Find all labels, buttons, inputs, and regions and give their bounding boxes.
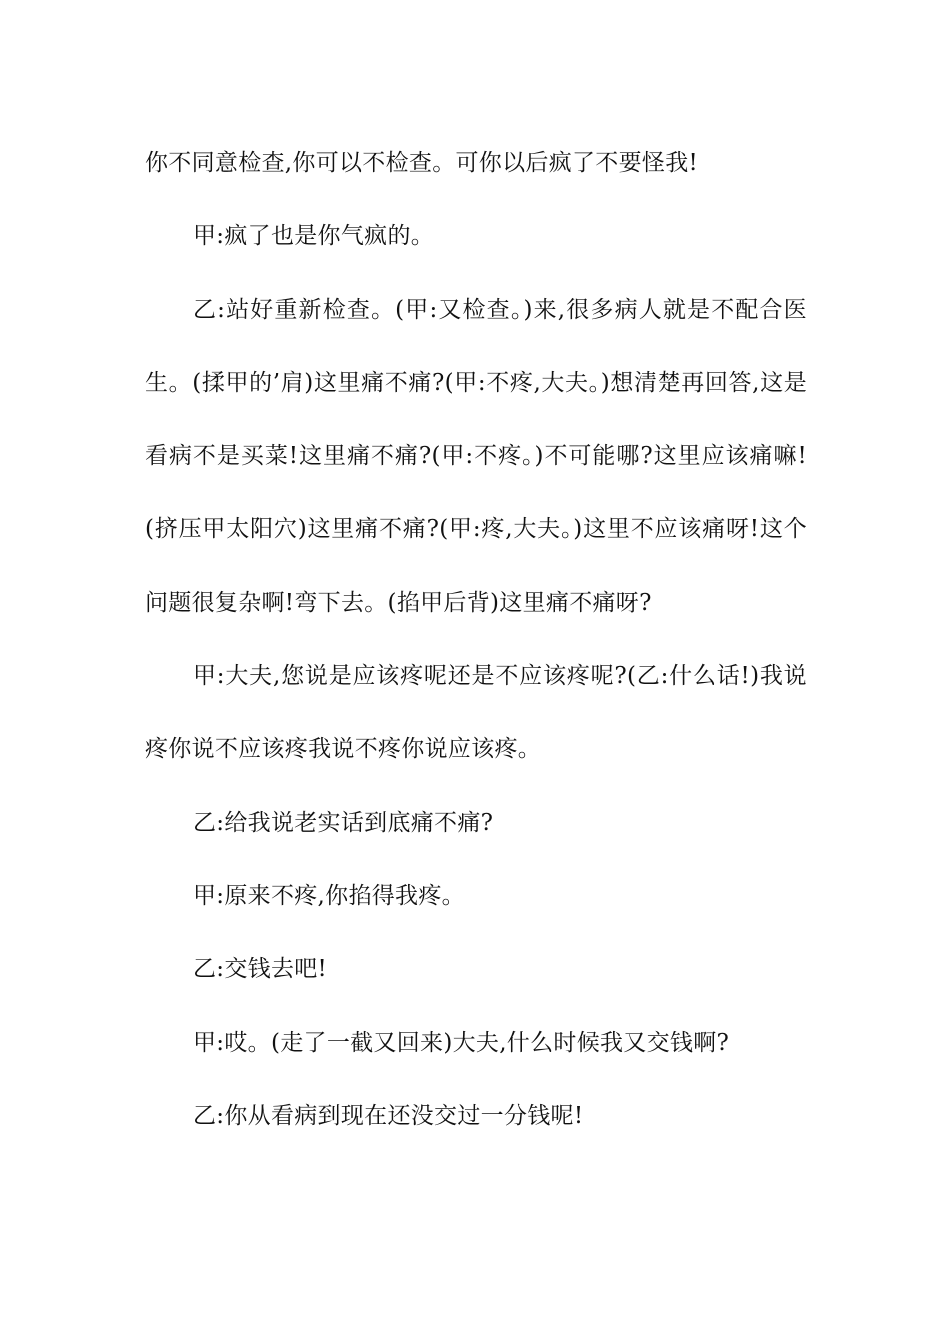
paragraph: 甲:哎。(走了一截又回来)大夫,什么时候我又交钱啊? — [193, 1029, 730, 1056]
paragraph: 甲:大夫,您说是应该疼呢还是不应该疼呢?(乙:什么话!)我说疼你说不应该疼我说不疼你说应该疼。 — [145, 663, 807, 763]
paragraph: 乙:交钱去吧! — [193, 956, 328, 983]
paragraph: 你不同意检查,你可以不检查。可你以后疯了不要怪我! — [145, 150, 699, 176]
paragraph: 乙:站好重新检查。(甲:又检查。)来,很多病人就是不配合医生。(揉甲的’肩)这里痛不痛?(甲:不疼,大夫。)想清楚再回答,这是看病不是买菜!这里痛不痛?(甲:不疼。)不可能哪?这里应该痛嘛!(挤压甲太阳穴)这里痛不痛?(甲:疼,大夫。)这里不应该痛呀!这个问题很复杂啊!弯下去。(掐甲后背)这里痛不痛呀? — [145, 296, 807, 616]
paragraph: 甲:原来不疼,你掐得我疼。 — [193, 882, 465, 909]
document-body — [145, 127, 807, 1153]
paragraph: 甲:疯了也是你气疯的。 — [193, 223, 435, 250]
paragraph: 乙:你从看病到现在还没交过一分钱呢! — [193, 1102, 584, 1129]
paragraph: 乙:给我说老实话到底痛不痛? — [193, 809, 494, 836]
